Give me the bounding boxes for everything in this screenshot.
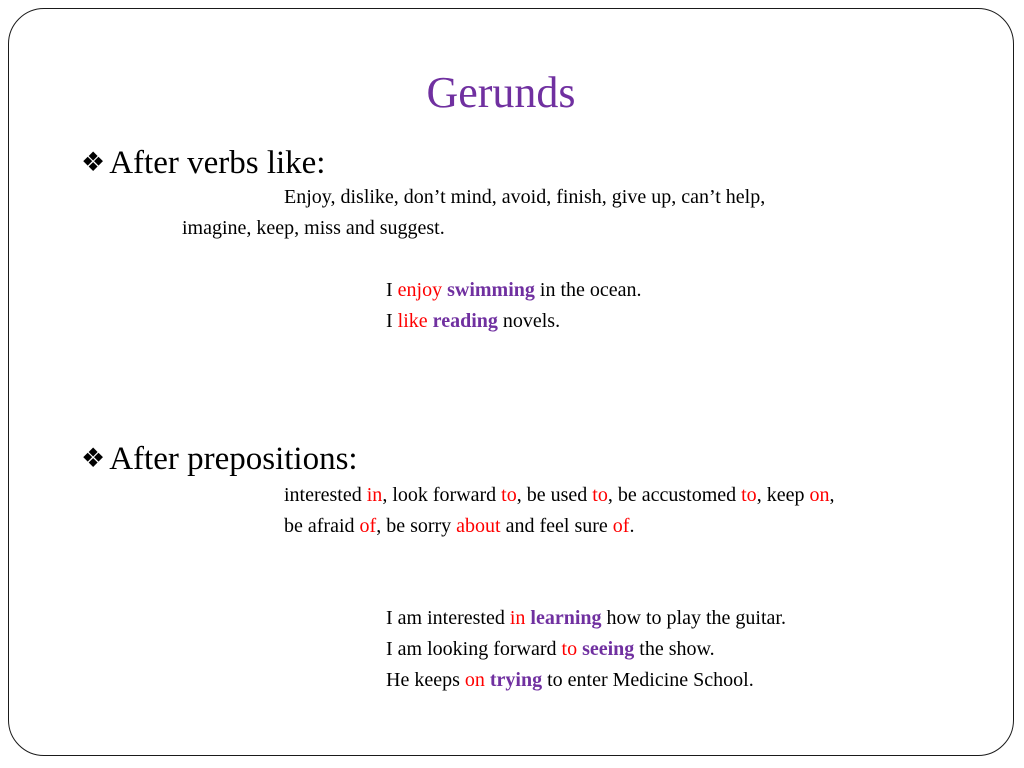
list-text: , look forward <box>382 484 502 506</box>
preposition-highlight: of <box>359 515 377 537</box>
list-text: , be accustomed <box>607 484 742 506</box>
gerund-highlight: swimming <box>447 279 535 301</box>
sentence-text: He keeps <box>386 669 465 691</box>
preposition-highlight: to <box>741 484 757 506</box>
verb-highlight: like <box>397 310 428 332</box>
verb-list-line: imagine, keep, miss and suggest. <box>182 217 445 239</box>
verb-list-line: Enjoy, dislike, don’t mind, avoid, finish, give up, can’t help, <box>284 186 766 208</box>
preposition-highlight: in <box>509 607 526 629</box>
example-sentence <box>386 665 754 696</box>
example-sentence <box>386 634 715 665</box>
preposition-highlight: about <box>456 515 501 537</box>
list-text: , be sorry <box>376 515 457 537</box>
bullet-heading: After verbs like: <box>109 145 326 181</box>
list-text: . <box>629 515 635 537</box>
gerund-highlight: seeing <box>582 638 635 660</box>
preposition-highlight: of <box>612 515 630 537</box>
sentence-text: I am looking forward <box>386 638 562 660</box>
preposition-highlight: on <box>809 484 830 506</box>
gerund-highlight: reading <box>432 310 498 332</box>
list-text: interested <box>284 484 367 506</box>
preposition-highlight: to <box>561 638 578 660</box>
slide-frame <box>8 8 1014 756</box>
sentence-text: novels. <box>497 310 561 332</box>
bullet-verbs <box>81 145 325 182</box>
list-text: , be used <box>516 484 593 506</box>
verb-highlight: enjoy <box>397 279 443 301</box>
bullet-heading: After prepositions: <box>109 441 358 477</box>
preposition-highlight: to <box>501 484 517 506</box>
sentence-text: in the ocean. <box>534 279 642 301</box>
list-text: , <box>829 484 835 506</box>
diamond-bullet-icon: ❖ <box>81 147 106 177</box>
slide-title: Gerunds <box>426 68 576 117</box>
gerund-highlight: trying <box>489 669 543 691</box>
gerund-highlight: learning <box>530 607 602 629</box>
sentence-text: to enter Medicine School. <box>542 669 754 691</box>
sentence-text: the show. <box>634 638 715 660</box>
sentence-text: how to play the guitar. <box>601 607 786 629</box>
list-text: , keep <box>756 484 810 506</box>
preposition-list-line <box>284 480 834 511</box>
sentence-text: I <box>386 279 398 301</box>
bullet-prepositions <box>81 441 358 478</box>
list-text: be afraid <box>284 515 360 537</box>
sentence-text: I <box>386 310 398 332</box>
example-sentence <box>386 306 560 337</box>
list-text: and feel sure <box>500 515 613 537</box>
example-sentence <box>386 275 642 306</box>
preposition-highlight: to <box>592 484 608 506</box>
preposition-highlight: in <box>366 484 383 506</box>
example-sentence <box>386 603 786 634</box>
preposition-list-line <box>284 511 634 542</box>
preposition-highlight: on <box>464 669 485 691</box>
sentence-text: I am interested <box>386 607 510 629</box>
diamond-bullet-icon: ❖ <box>81 443 106 473</box>
